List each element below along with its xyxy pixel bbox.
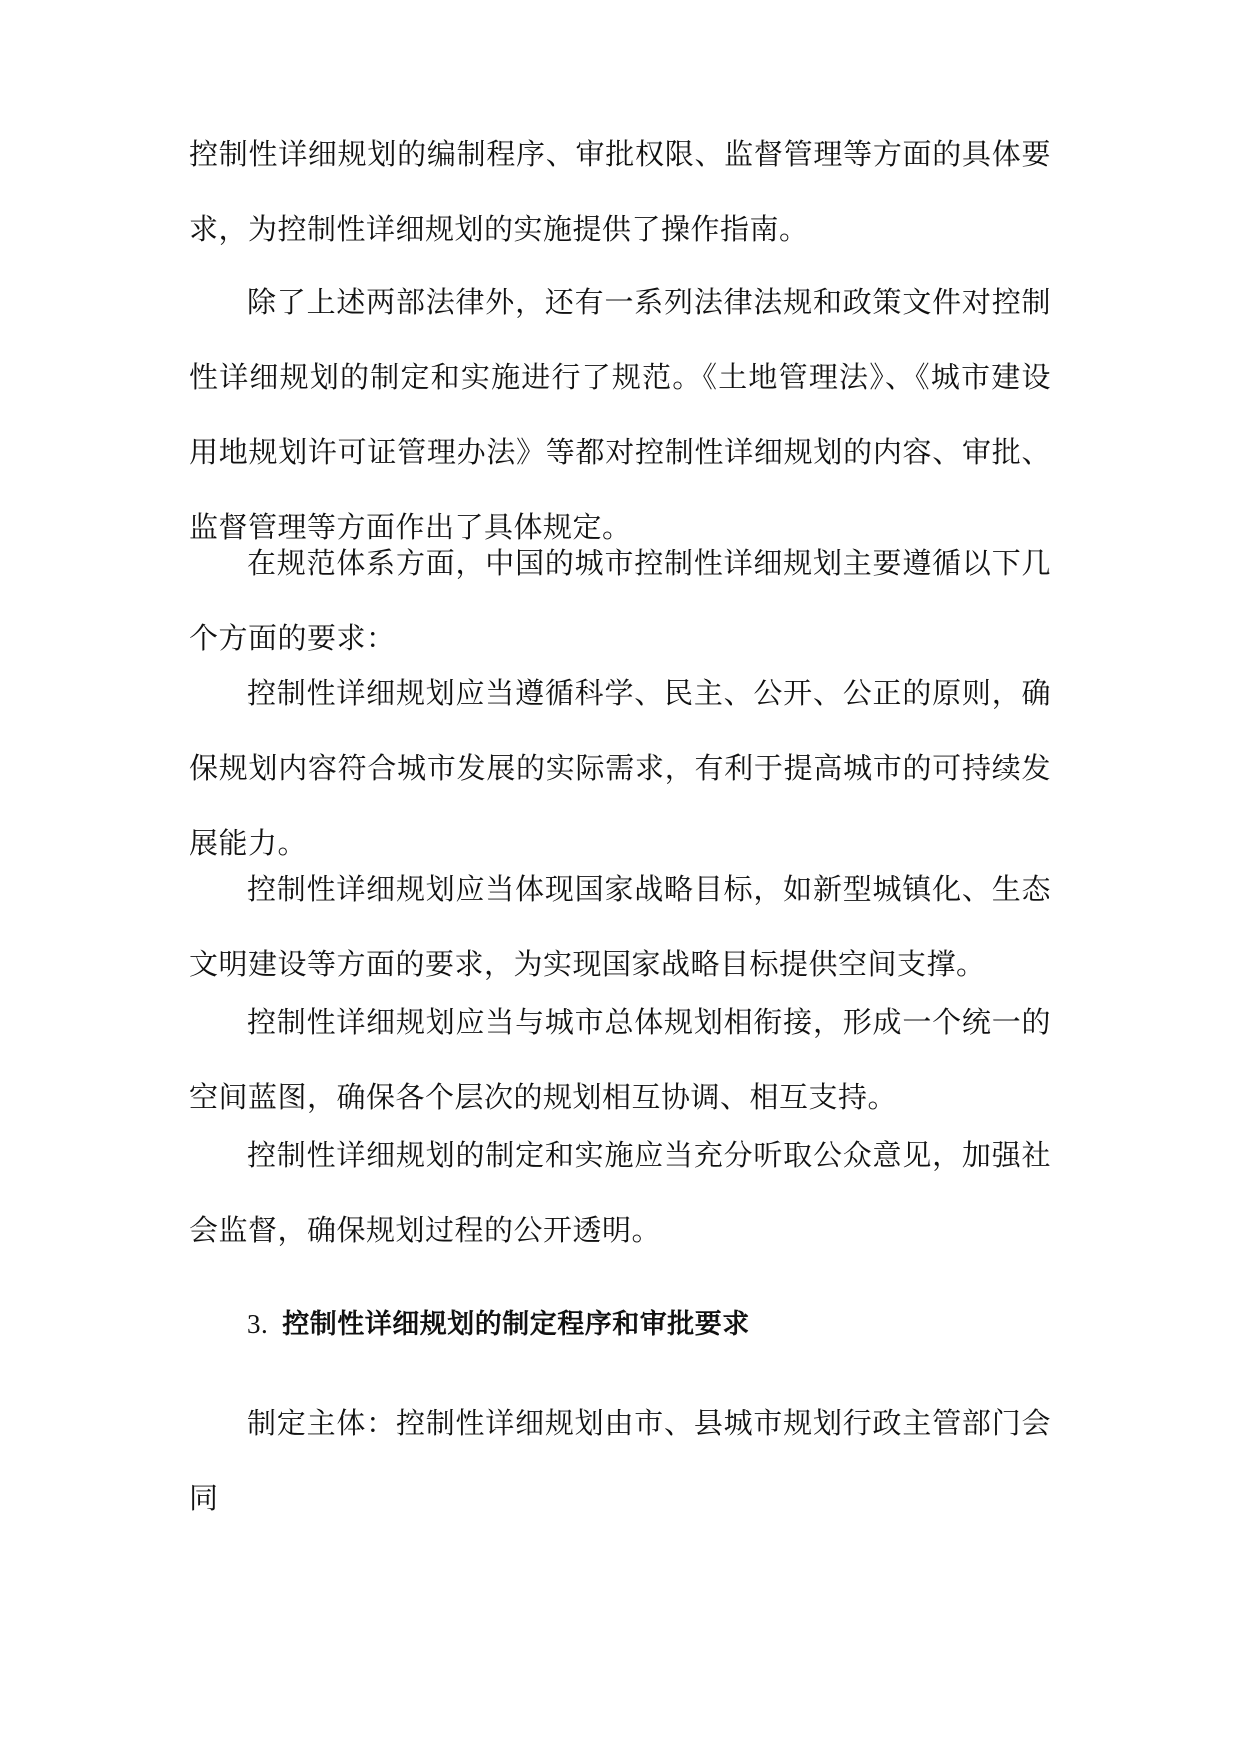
- paragraph-formulating-body: 制定主体：控制性详细规划由市、县城市规划行政主管部门会同: [189, 1406, 1051, 1515]
- paragraph-continuation: 控制性详细规划的编制程序、审批权限、监督管理等方面的具体要求，为控制性详细规划的实施提供了操作指南。: [189, 137, 1051, 246]
- section-heading: [189, 1287, 1051, 1362]
- paragraph-master-plan: 控制性详细规划应当与城市总体规划相衔接，形成一个统一的空间蓝图，确保各个层次的规划相互协调、相互支持。: [189, 1005, 1051, 1114]
- paragraph-national-strategy: 控制性详细规划应当体现国家战略目标，如新型城镇化、生态文明建设等方面的要求，为实现国家战略目标提供空间支撑。: [189, 872, 1051, 981]
- section-number: 3.: [247, 1309, 269, 1339]
- paragraph-public-opinion: 控制性详细规划的制定和实施应当充分听取公众意见，加强社会监督，确保规划过程的公开透明。: [189, 1138, 1051, 1247]
- section-title: 控制性详细规划的制定程序和审批要求: [282, 1309, 750, 1340]
- paragraph-principles: 控制性详细规划应当遵循科学、民主、公开、公正的原则，确保规划内容符合城市发展的实际需求，有利于提高城市的可持续发展能力。: [189, 676, 1051, 860]
- paragraph-norm-system: 在规范体系方面，中国的城市控制性详细规划主要遵循以下几个方面的要求：: [189, 546, 1051, 655]
- paragraph-related-laws: 除了上述两部法律外，还有一系列法律法规和政策文件对控制性详细规划的制定和实施进行了规范。《土地管理法》、《城市建设用地规划许可证管理办法》等都对控制性详细规划的内容、审批、监督管理等方面作出了具体规定。: [189, 285, 1051, 544]
